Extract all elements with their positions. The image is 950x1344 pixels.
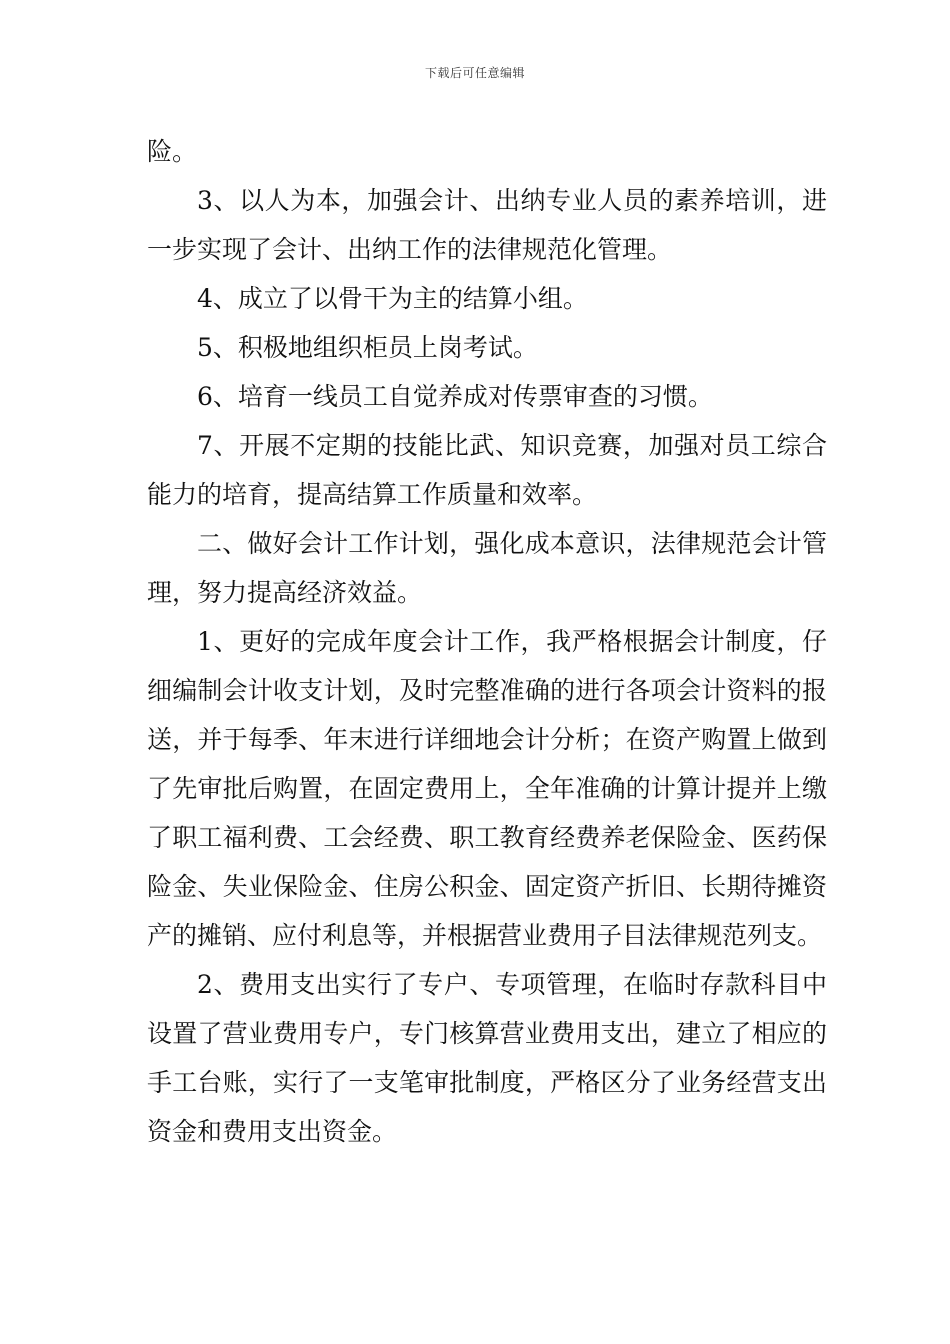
section-heading-2: 二、做好会计工作计划，强化成本意识，法律规范会计管理，努力提高经济效益。 — [147, 529, 827, 607]
paragraph-item-3: 3、以人为本，加强会计、出纳专业人员的素养培训，进一步实现了会计、出纳工作的法律规范化管理。 — [147, 186, 827, 264]
paragraph-continuation: 险。 — [147, 137, 198, 166]
document-body — [147, 127, 827, 1156]
paragraph-item-1: 1、更好的完成年度会计工作，我严格根据会计制度，仔细编制会计收支计划，及时完整准确的进行各项会计资料的报送，并于每季、年末进行详细地会计分析；在资产购置上做到了先审批后购置，在固定费用上，全年准确的计算计提并上缴了职工福利费、工会经费、职工教育经费养老保险金、医药保险金、失业保险金、住房公积金、固定资产折旧、长期待摊资产的摊销、应付利息等，并根据营业费用子目法律规范列支。 — [147, 627, 827, 950]
paragraph-item-7: 7、开展不定期的技能比武、知识竞赛，加强对员工综合能力的培育，提高结算工作质量和效率。 — [147, 431, 827, 509]
paragraph-item-5: 5、积极地组织柜员上岗考试。 — [197, 333, 538, 362]
page-header: 下载后可任意编辑 — [424, 66, 525, 80]
paragraph-item-4: 4、成立了以骨干为主的结算小组。 — [197, 284, 588, 313]
paragraph-item-2: 2、费用支出实行了专户、专项管理，在临时存款科目中设置了营业费用专户，专门核算营业费用支出，建立了相应的手工台账，实行了一支笔审批制度，严格区分了业务经营支出资金和费用支出资金。 — [147, 970, 827, 1146]
paragraph-item-6: 6、培育一线员工自觉养成对传票审查的习惯。 — [197, 382, 713, 411]
